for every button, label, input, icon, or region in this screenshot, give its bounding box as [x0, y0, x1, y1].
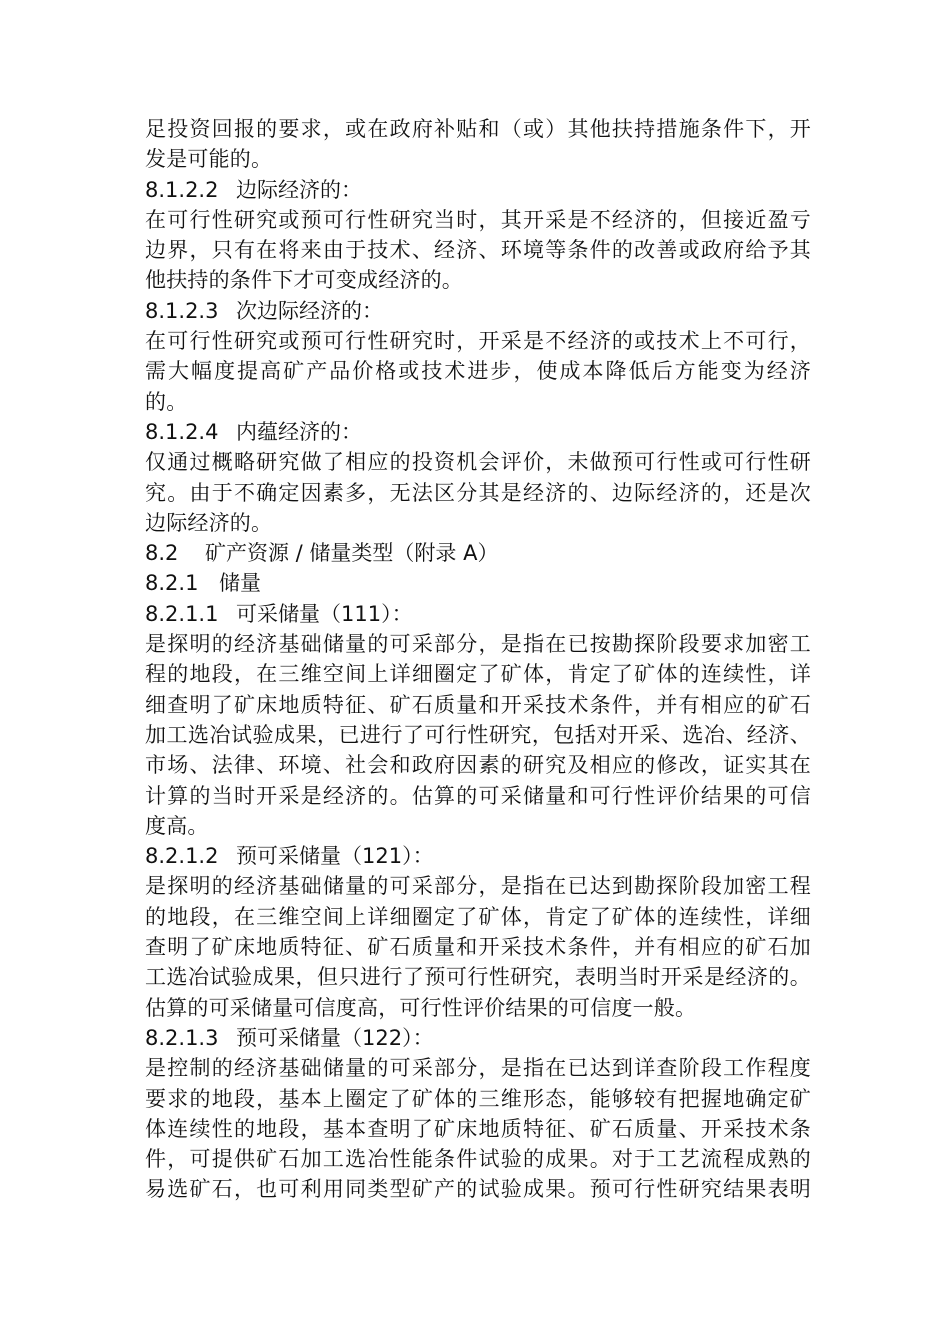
- text-line: 件，可提供矿石加工选冶性能条件试验的成果。对于工艺流程成熟的: [145, 1147, 811, 1172]
- section-number: 8.2.1: [145, 571, 199, 596]
- text-line: 估算的可采储量可信度高，可行性评价结果的可信度一般。: [145, 995, 697, 1020]
- text-line: 细查明了矿床地质特征、矿石质量和开采技术条件，并有相应的矿石: [145, 692, 811, 717]
- text-line: 在可行性研究或预可行性研究当时，其开采是不经济的，但接近盈亏: [145, 207, 811, 232]
- section-number: 8.2.1.2: [145, 844, 219, 869]
- section-heading: [145, 175, 811, 205]
- text-line: 体连续性的地段，基本查明了矿床地质特征、矿石质量、开采技术条: [145, 1116, 811, 1141]
- section-heading: [145, 841, 811, 871]
- text-line: 工选冶试验成果，但只进行了预可行性研究，表明当时开采是经济的。: [145, 965, 811, 990]
- text-line: 加工选冶试验成果，已进行了可行性研究，包括对开采、选冶、经济、: [145, 722, 811, 747]
- paragraph: [145, 205, 811, 296]
- section-title: 边际经济的：: [236, 177, 362, 202]
- paragraph: [145, 871, 811, 1022]
- text-line: 的地段，在三维空间上详细圈定了矿体，肯定了矿体的连续性，详细: [145, 904, 811, 929]
- text-line: 是探明的经济基础储量的可采部分，是指在已达到勘探阶段加密工程: [145, 874, 811, 899]
- text-line: 他扶持的条件下才可变成经济的。: [145, 268, 463, 293]
- text-line: 要求的地段，基本上圈定了矿体的三维形态，能够较有把握地确定矿: [145, 1086, 811, 1111]
- section-heading: [145, 599, 811, 629]
- text-line: 边界，只有在将来由于技术、经济、环境等条件的改善或政府给予其: [145, 238, 811, 263]
- section-heading: [145, 1023, 811, 1053]
- text-line: 易选矿石，也可利用同类型矿产的试验成果。预可行性研究结果表明: [145, 1177, 811, 1202]
- section-heading: [145, 568, 811, 598]
- section-number: 8.1.2.3: [145, 298, 219, 323]
- text-line: 度高。: [145, 813, 209, 838]
- paragraph: [145, 447, 811, 538]
- text-line: 发是可能的。: [145, 147, 273, 172]
- section-heading: [145, 417, 811, 447]
- section-title: 储量: [219, 571, 261, 596]
- paragraph: [145, 629, 811, 841]
- section-number: 8.2: [145, 541, 179, 566]
- text-line: 查明了矿床地质特征、矿石质量和开采技术条件，并有相应的矿石加: [145, 935, 811, 960]
- text-line: 的。: [145, 389, 188, 414]
- section-number: 8.1.2.2: [145, 177, 219, 202]
- text-line: 程的地段，在三维空间上详细圈定了矿体，肯定了矿体的连续性，详: [145, 662, 811, 687]
- text-line: 市场、法律、环境、社会和政府因素的研究及相应的修改，证实其在: [145, 753, 811, 778]
- section-title: 内蕴经济的：: [236, 419, 362, 444]
- section-title: 预可采储量（122）：: [236, 1025, 434, 1050]
- section-title: 次边际经济的：: [236, 298, 383, 323]
- text-line: 在可行性研究或预可行性研究时，开采是不经济的或技术上不可行，: [145, 329, 811, 354]
- paragraph: [145, 326, 811, 417]
- document-page: [145, 114, 811, 1205]
- text-line: 是探明的经济基础储量的可采部分，是指在已按勘探阶段要求加密工: [145, 632, 811, 657]
- section-heading: [145, 296, 811, 326]
- paragraph: [145, 114, 811, 175]
- section-number: 8.2.1.3: [145, 1025, 219, 1050]
- text-line: 仅通过概略研究做了相应的投资机会评价，未做预可行性或可行性研: [145, 450, 811, 475]
- text-line: 需大幅度提高矿产品价格或技术进步，使成本降低后方能变为经济: [145, 359, 811, 384]
- text-line: 边际经济的。: [145, 510, 273, 535]
- text-line: 究。由于不确定因素多，无法区分其是经济的、边际经济的，还是次: [145, 480, 811, 505]
- section-title: 矿产资源 / 储量类型（附录 A）: [205, 541, 499, 566]
- text-line: 计算的当时开采是经济的。估算的可采储量和可行性评价结果的可信: [145, 783, 811, 808]
- text-line: 足投资回报的要求，或在政府补贴和（或）其他扶持措施条件下，开: [145, 117, 811, 141]
- section-title: 可采储量（111）：: [236, 601, 413, 626]
- section-heading: [145, 538, 811, 568]
- paragraph: [145, 1053, 811, 1204]
- section-number: 8.2.1.1: [145, 601, 219, 626]
- text-line: 是控制的经济基础储量的可采部分，是指在已达到详查阶段工作程度: [145, 1056, 811, 1081]
- section-number: 8.1.2.4: [145, 419, 219, 444]
- section-title: 预可采储量（121）：: [236, 844, 434, 869]
